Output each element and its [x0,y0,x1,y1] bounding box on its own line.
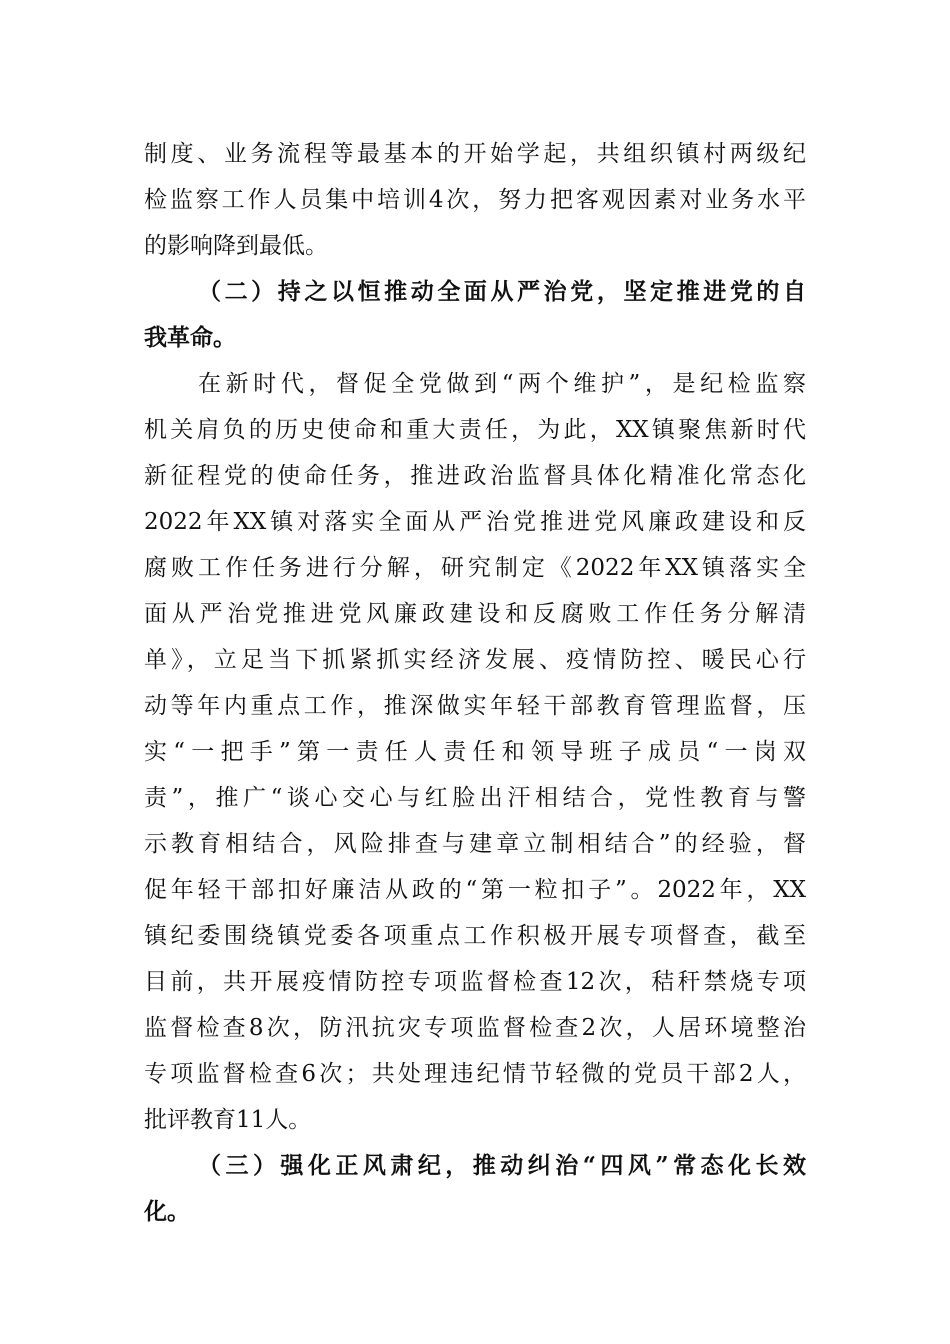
paragraph-training [144,131,806,269]
section-heading-2 [144,269,806,361]
paragraph-supervision [144,361,806,1143]
heading-line: 我革命。 [144,324,236,351]
text-line: 目前，共开展疫情防控专项监督检查12次，秸秆禁烧专项 [144,969,806,995]
text-line: 新征程党的使命任务，推进政治监督具体化精准化常态化 [144,463,806,489]
text-line: 机关肩负的历史使命和重大责任，为此，XX镇聚焦新时代 [144,417,806,443]
text-line: 责”，推广“谈心交心与红脸出汗相结合，党性教育与警 [144,785,806,811]
text-line: 检监察工作人员集中培训4次，努力把客观因素对业务水平 [144,187,806,213]
text-line: 促年轻干部扣好廉洁从政的“第一粒扣子”。2022年，XX [144,877,806,903]
text-line: 单》，立足当下抓紧抓实经济发展、疫情防控、暖民心行 [144,647,806,673]
text-line: 镇纪委围绕镇党委各项重点工作积极开展专项督查，截至 [144,923,806,949]
document-body [144,131,806,1235]
heading-line: 化。 [144,1198,190,1225]
text-line: 实“一把手”第一责任人责任和领导班子成员“一岗双 [144,739,806,765]
text-line: 腐败工作任务进行分解，研究制定《2022年XX镇落实全 [144,555,806,581]
text-line: 2022年XX镇对落实全面从严治党推进党风廉政建设和反 [144,509,806,535]
heading-line: （三）强化正风肃纪，推动纠治“四风”常态化长效 [198,1152,806,1179]
text-line: 批评教育11人。 [144,1107,312,1133]
section-heading-3 [144,1143,806,1235]
text-line: 示教育相结合，风险排查与建章立制相结合”的经验，督 [144,831,806,857]
text-line: 专项监督检查6次；共处理违纪情节轻微的党员干部2人， [144,1061,806,1087]
text-line: 的影响降到最低。 [144,233,328,259]
text-line: 制度、业务流程等最基本的开始学起，共组织镇村两级纪 [144,141,806,167]
heading-line: （二）持之以恒推动全面从严治党，坚定推进党的自 [198,278,806,305]
text-line: 监督检查8次，防汛抗灾专项监督检查2次，人居环境整治 [144,1015,806,1041]
text-line: 在新时代，督促全党做到“两个维护”，是纪检监察 [198,371,806,397]
text-line: 动等年内重点工作，推深做实年轻干部教育管理监督，压 [144,693,806,719]
text-line: 面从严治党推进党风廉政建设和反腐败工作任务分解清 [144,601,806,627]
